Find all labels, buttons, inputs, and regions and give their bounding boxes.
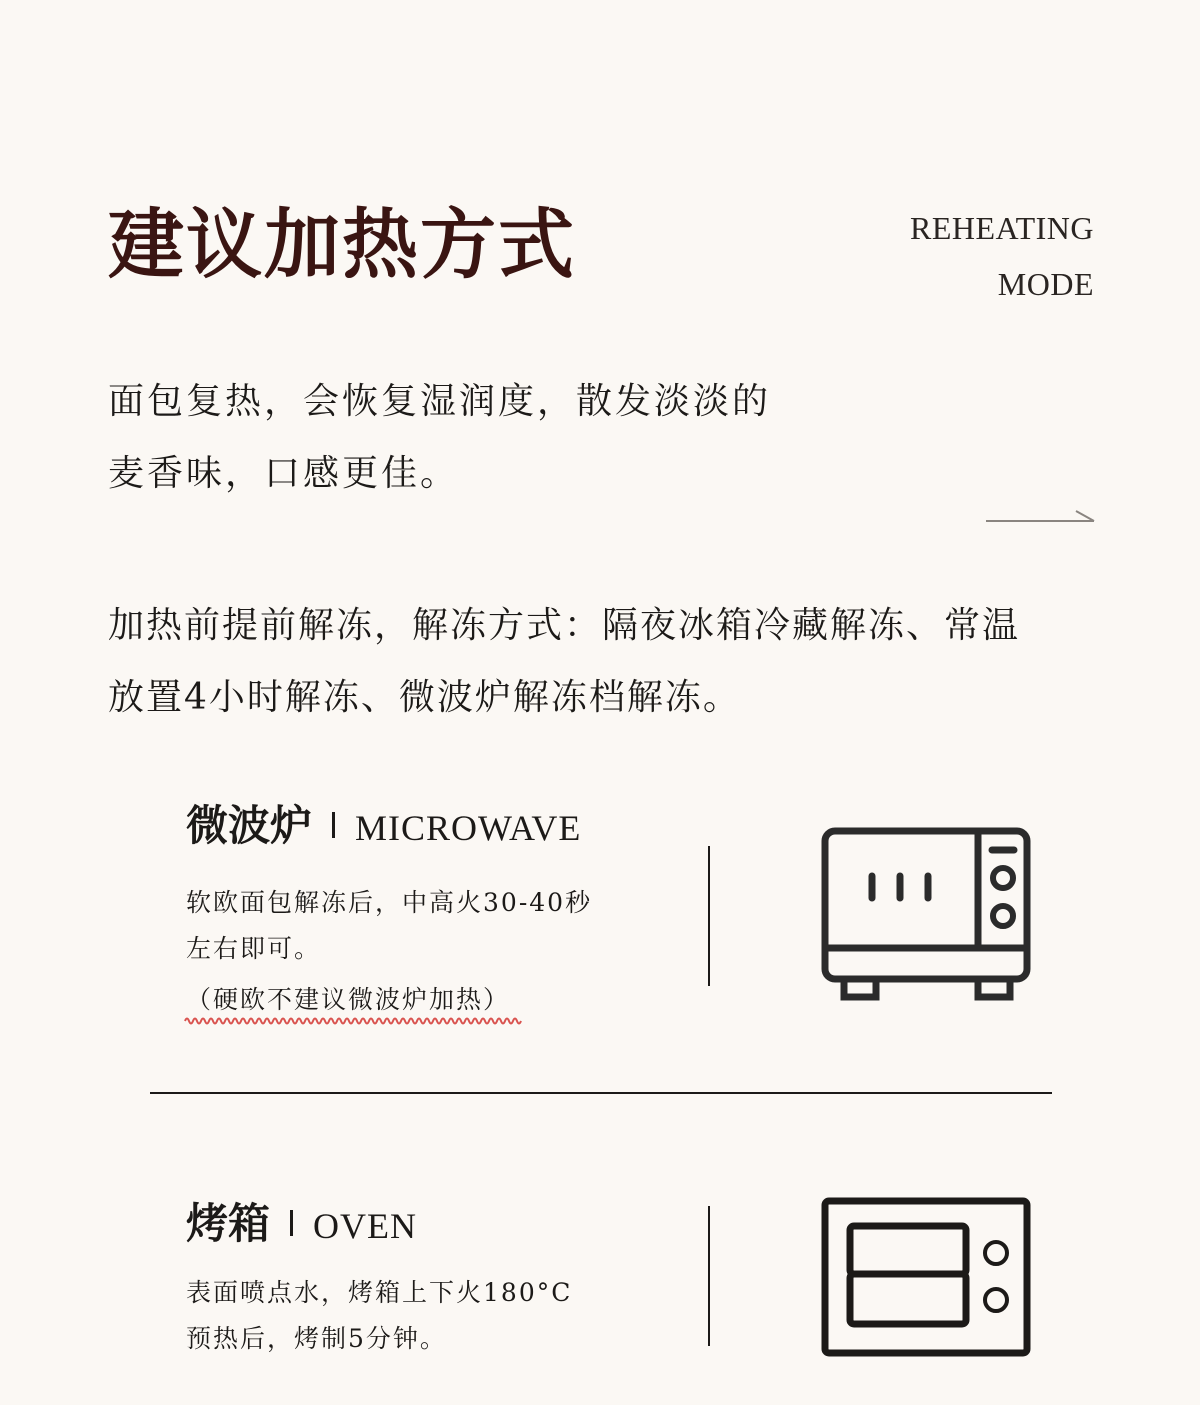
oven-title-en: OVEN [313, 1206, 417, 1246]
intro-line-2: 麦香味，口感更佳。 [108, 453, 460, 494]
oven-title-cn: 烤箱 [186, 1199, 271, 1248]
title-separator [290, 1210, 293, 1236]
oven-section-title [186, 1196, 417, 1254]
arrow-right-icon [984, 504, 1098, 528]
wavy-underline [183, 1014, 525, 1028]
intro-paragraph [108, 366, 771, 510]
oven-desc-line-1: 表面喷点水，烤箱上下火180°C [186, 1278, 573, 1307]
thaw-line-1: 加热前提前解冻，解冻方式：隔夜冰箱冷藏解冻、常温 [108, 605, 1021, 646]
microwave-desc-line-1: 软欧面包解冻后，中高火30-40秒 [186, 888, 593, 917]
thaw-paragraph [108, 590, 1020, 734]
oven-divider [708, 1206, 710, 1346]
title-separator [332, 812, 335, 838]
microwave-title-en: MICROWAVE [355, 808, 582, 848]
oven-desc-line-2: 预热后，烤制5分钟。 [186, 1324, 447, 1353]
oven-icon [820, 1196, 1034, 1360]
microwave-section-title [186, 798, 581, 856]
page-title: 建议加热方式 [108, 200, 576, 289]
microwave-note: （硬欧不建议微波炉加热） [186, 985, 511, 1014]
microwave-icon [820, 826, 1036, 1004]
thaw-line-2: 放置4小时解冻、微波炉解冻档解冻。 [108, 677, 741, 718]
section-divider [150, 1092, 1052, 1094]
microwave-divider [708, 846, 710, 986]
subtitle-line-1: REHEATING [909, 210, 1094, 246]
page-subtitle-en [910, 200, 1094, 312]
intro-line-1: 面包复热，会恢复湿润度，散发淡淡的 [108, 381, 772, 422]
microwave-title-cn: 微波炉 [186, 801, 313, 850]
oven-description [186, 1270, 572, 1362]
microwave-desc-line-2: 左右即可。 [186, 934, 322, 963]
subtitle-line-2: MODE [997, 266, 1094, 302]
microwave-description [186, 880, 592, 972]
